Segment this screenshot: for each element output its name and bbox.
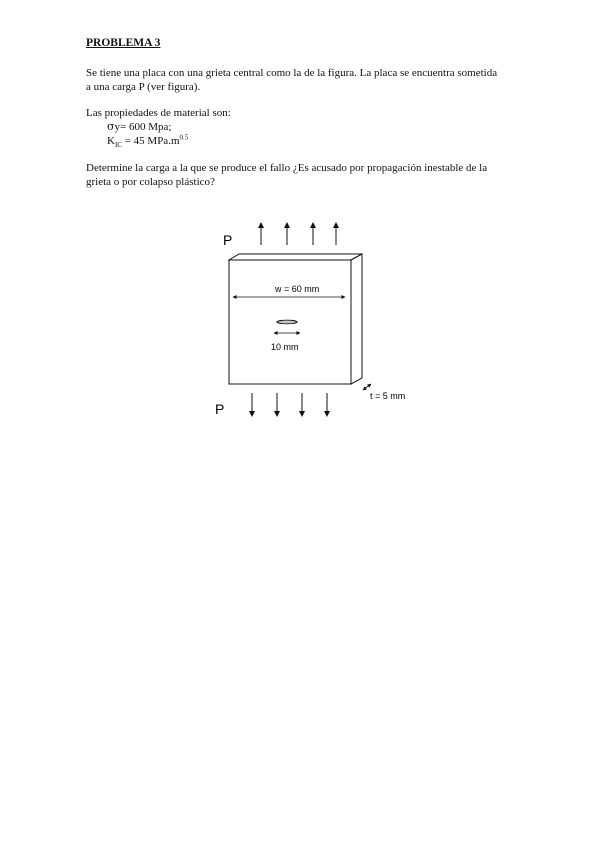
intro-line-1: Se tiene una placa con una grieta central como la de la figura. La placa se encuentra sometida [86,67,498,79]
crack-length-label: 10 mm [271,342,299,352]
plate [229,254,362,384]
intro-line-2: a una carga P (ver figura). [86,81,201,93]
bottom-load-arrows [252,393,327,416]
properties-heading: Las propiedades de material son: [86,107,231,119]
kic-subscript: IC [114,141,122,150]
plate-side-face [351,254,362,384]
plate-top-face [229,254,362,260]
thickness-dimension-line [363,384,371,390]
kic-exponent: 0.5 [179,133,189,142]
kic-value: = 45 MPa.m [121,135,180,147]
sigma-value: y= 600 Mpa; [114,121,172,133]
top-load-arrows [261,223,336,245]
sigma-symbol: σ [107,120,115,133]
load-label-bottom: P [215,401,225,417]
question-line-1: Determine la carga a la que se produce el fallo ¿Es acusado por propagación inestable de la [86,162,488,174]
thickness-label: t = 5 mm [370,391,406,401]
width-label: w = 60 mm [275,284,320,294]
question-line-2: grieta o por colapso plástico? [86,176,215,188]
load-label-top: P [223,232,233,248]
kic-symbol: K [107,135,115,147]
problem-title: PROBLEMA 3 [86,37,161,49]
